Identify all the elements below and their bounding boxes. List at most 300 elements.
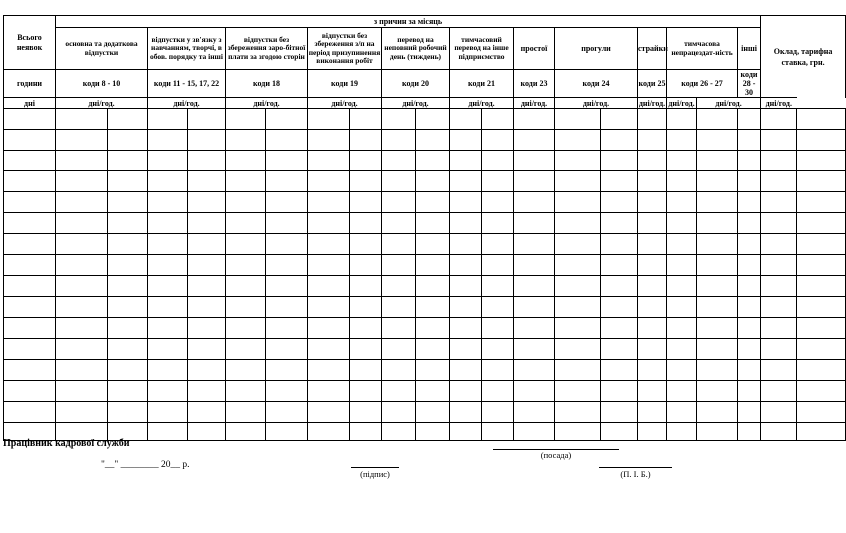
empty-cell[interactable] [416,339,450,360]
empty-cell[interactable] [266,360,308,381]
empty-cell[interactable] [761,402,797,423]
empty-cell[interactable] [382,297,416,318]
empty-cell[interactable] [56,339,108,360]
empty-cell[interactable] [797,151,846,171]
empty-cell[interactable] [382,255,416,276]
empty-cell[interactable] [56,360,108,381]
empty-cell[interactable] [416,130,450,151]
empty-cell[interactable] [56,213,108,234]
empty-cell[interactable] [555,255,601,276]
empty-cell[interactable] [266,192,308,213]
empty-cell[interactable] [482,130,514,151]
empty-cell[interactable] [350,318,382,339]
empty-cell[interactable] [667,276,697,297]
empty-cell[interactable] [738,109,761,130]
empty-cell[interactable] [514,360,555,381]
empty-cell[interactable] [738,130,761,151]
empty-cell[interactable] [555,213,601,234]
empty-cell[interactable] [761,276,797,297]
empty-cell[interactable] [482,192,514,213]
empty-cell[interactable] [667,171,697,192]
empty-cell[interactable] [226,423,266,441]
empty-cell[interactable] [797,130,846,151]
empty-cell[interactable] [108,109,148,130]
empty-cell[interactable] [555,276,601,297]
empty-cell[interactable] [601,402,638,423]
empty-cell[interactable] [226,109,266,130]
empty-cell[interactable] [697,213,738,234]
empty-cell[interactable] [266,339,308,360]
empty-cell[interactable] [226,255,266,276]
empty-cell[interactable] [350,339,382,360]
empty-cell[interactable] [4,109,56,130]
empty-cell[interactable] [514,276,555,297]
empty-cell[interactable] [308,255,350,276]
empty-cell[interactable] [601,171,638,192]
empty-cell[interactable] [761,171,797,192]
empty-cell[interactable] [514,130,555,151]
empty-cell[interactable] [266,318,308,339]
empty-cell[interactable] [482,402,514,423]
empty-cell[interactable] [667,255,697,276]
empty-cell[interactable] [797,213,846,234]
empty-cell[interactable] [108,381,148,402]
empty-cell[interactable] [226,297,266,318]
empty-cell[interactable] [56,109,108,130]
empty-cell[interactable] [226,339,266,360]
empty-cell[interactable] [761,213,797,234]
empty-cell[interactable] [667,109,697,130]
empty-cell[interactable] [188,234,226,255]
empty-cell[interactable] [638,255,667,276]
empty-cell[interactable] [482,109,514,130]
empty-cell[interactable] [797,171,846,192]
empty-cell[interactable] [416,255,450,276]
empty-cell[interactable] [4,297,56,318]
empty-cell[interactable] [266,213,308,234]
empty-cell[interactable] [697,109,738,130]
empty-cell[interactable] [350,297,382,318]
empty-cell[interactable] [601,213,638,234]
empty-cell[interactable] [108,276,148,297]
empty-cell[interactable] [188,339,226,360]
empty-cell[interactable] [761,151,797,171]
empty-cell[interactable] [350,423,382,441]
empty-cell[interactable] [382,234,416,255]
empty-cell[interactable] [350,171,382,192]
empty-cell[interactable] [308,318,350,339]
empty-cell[interactable] [382,171,416,192]
empty-cell[interactable] [667,423,697,441]
empty-cell[interactable] [555,339,601,360]
empty-cell[interactable] [797,402,846,423]
empty-cell[interactable] [382,276,416,297]
empty-cell[interactable] [56,381,108,402]
empty-cell[interactable] [188,213,226,234]
empty-cell[interactable] [4,192,56,213]
empty-cell[interactable] [108,339,148,360]
empty-cell[interactable] [638,171,667,192]
empty-cell[interactable] [382,318,416,339]
empty-cell[interactable] [738,255,761,276]
empty-cell[interactable] [638,151,667,171]
empty-cell[interactable] [226,276,266,297]
empty-cell[interactable] [4,234,56,255]
empty-cell[interactable] [797,297,846,318]
empty-cell[interactable] [514,109,555,130]
empty-cell[interactable] [667,360,697,381]
empty-cell[interactable] [226,192,266,213]
empty-cell[interactable] [56,192,108,213]
empty-cell[interactable] [667,192,697,213]
empty-cell[interactable] [697,171,738,192]
empty-cell[interactable] [697,192,738,213]
empty-cell[interactable] [4,318,56,339]
empty-cell[interactable] [56,171,108,192]
empty-cell[interactable] [761,255,797,276]
empty-cell[interactable] [482,213,514,234]
empty-cell[interactable] [738,151,761,171]
empty-cell[interactable] [226,402,266,423]
empty-cell[interactable] [266,402,308,423]
empty-cell[interactable] [667,234,697,255]
empty-cell[interactable] [797,234,846,255]
empty-cell[interactable] [514,402,555,423]
empty-cell[interactable] [797,192,846,213]
empty-cell[interactable] [638,360,667,381]
empty-cell[interactable] [148,423,188,441]
empty-cell[interactable] [188,318,226,339]
empty-cell[interactable] [514,151,555,171]
empty-cell[interactable] [450,276,482,297]
empty-cell[interactable] [188,130,226,151]
empty-cell[interactable] [56,297,108,318]
empty-cell[interactable] [761,381,797,402]
empty-cell[interactable] [148,130,188,151]
empty-cell[interactable] [56,276,108,297]
empty-cell[interactable] [482,297,514,318]
empty-cell[interactable] [308,276,350,297]
empty-cell[interactable] [188,151,226,171]
empty-cell[interactable] [416,423,450,441]
empty-cell[interactable] [308,171,350,192]
empty-cell[interactable] [555,297,601,318]
empty-cell[interactable] [697,402,738,423]
empty-cell[interactable] [514,213,555,234]
empty-cell[interactable] [450,213,482,234]
empty-cell[interactable] [188,402,226,423]
empty-cell[interactable] [482,381,514,402]
empty-cell[interactable] [350,234,382,255]
empty-cell[interactable] [738,213,761,234]
empty-cell[interactable] [601,318,638,339]
empty-cell[interactable] [667,339,697,360]
empty-cell[interactable] [667,297,697,318]
empty-cell[interactable] [56,255,108,276]
empty-cell[interactable] [697,381,738,402]
empty-cell[interactable] [226,151,266,171]
empty-cell[interactable] [382,339,416,360]
empty-cell[interactable] [738,381,761,402]
empty-cell[interactable] [482,151,514,171]
empty-cell[interactable] [416,402,450,423]
empty-cell[interactable] [188,360,226,381]
empty-cell[interactable] [450,109,482,130]
empty-cell[interactable] [56,130,108,151]
empty-cell[interactable] [350,276,382,297]
empty-cell[interactable] [797,381,846,402]
empty-cell[interactable] [450,192,482,213]
empty-cell[interactable] [350,255,382,276]
empty-cell[interactable] [226,360,266,381]
empty-cell[interactable] [108,360,148,381]
empty-cell[interactable] [350,402,382,423]
empty-cell[interactable] [148,109,188,130]
empty-cell[interactable] [148,360,188,381]
empty-cell[interactable] [416,213,450,234]
empty-cell[interactable] [667,402,697,423]
empty-cell[interactable] [188,171,226,192]
empty-cell[interactable] [148,255,188,276]
empty-cell[interactable] [450,171,482,192]
empty-cell[interactable] [761,130,797,151]
empty-cell[interactable] [761,318,797,339]
empty-cell[interactable] [382,360,416,381]
empty-cell[interactable] [450,423,482,441]
empty-cell[interactable] [450,151,482,171]
empty-cell[interactable] [601,234,638,255]
empty-cell[interactable] [266,297,308,318]
empty-cell[interactable] [188,297,226,318]
empty-cell[interactable] [56,234,108,255]
empty-cell[interactable] [4,130,56,151]
empty-cell[interactable] [226,213,266,234]
empty-cell[interactable] [601,360,638,381]
empty-cell[interactable] [738,276,761,297]
empty-cell[interactable] [482,339,514,360]
empty-cell[interactable] [266,151,308,171]
empty-cell[interactable] [148,234,188,255]
empty-cell[interactable] [308,234,350,255]
empty-cell[interactable] [188,381,226,402]
empty-cell[interactable] [697,297,738,318]
empty-cell[interactable] [761,339,797,360]
empty-cell[interactable] [667,381,697,402]
empty-cell[interactable] [4,151,56,171]
empty-cell[interactable] [4,402,56,423]
empty-cell[interactable] [482,360,514,381]
empty-cell[interactable] [416,109,450,130]
empty-cell[interactable] [108,213,148,234]
empty-cell[interactable] [382,130,416,151]
empty-cell[interactable] [667,213,697,234]
empty-cell[interactable] [108,255,148,276]
empty-cell[interactable] [638,276,667,297]
empty-cell[interactable] [188,255,226,276]
empty-cell[interactable] [308,381,350,402]
empty-cell[interactable] [514,171,555,192]
empty-cell[interactable] [148,151,188,171]
empty-cell[interactable] [555,402,601,423]
empty-cell[interactable] [761,234,797,255]
empty-cell[interactable] [308,402,350,423]
empty-cell[interactable] [555,234,601,255]
empty-cell[interactable] [667,151,697,171]
empty-cell[interactable] [738,402,761,423]
empty-cell[interactable] [416,381,450,402]
empty-cell[interactable] [797,423,846,441]
empty-cell[interactable] [4,255,56,276]
empty-cell[interactable] [188,109,226,130]
empty-cell[interactable] [697,234,738,255]
empty-cell[interactable] [148,402,188,423]
empty-cell[interactable] [148,276,188,297]
empty-cell[interactable] [308,297,350,318]
empty-cell[interactable] [450,339,482,360]
empty-cell[interactable] [638,192,667,213]
empty-cell[interactable] [555,192,601,213]
empty-cell[interactable] [266,234,308,255]
empty-cell[interactable] [797,318,846,339]
empty-cell[interactable] [188,192,226,213]
empty-cell[interactable] [4,339,56,360]
empty-cell[interactable] [638,213,667,234]
empty-cell[interactable] [697,255,738,276]
empty-cell[interactable] [416,234,450,255]
empty-cell[interactable] [108,297,148,318]
empty-cell[interactable] [514,423,555,441]
empty-cell[interactable] [738,318,761,339]
empty-cell[interactable] [601,255,638,276]
empty-cell[interactable] [350,213,382,234]
empty-cell[interactable] [555,171,601,192]
empty-cell[interactable] [350,360,382,381]
empty-cell[interactable] [555,109,601,130]
empty-cell[interactable] [382,213,416,234]
empty-cell[interactable] [514,192,555,213]
empty-cell[interactable] [148,318,188,339]
empty-cell[interactable] [450,360,482,381]
empty-cell[interactable] [4,213,56,234]
empty-cell[interactable] [555,151,601,171]
empty-cell[interactable] [416,171,450,192]
empty-cell[interactable] [188,423,226,441]
empty-cell[interactable] [416,192,450,213]
empty-cell[interactable] [638,234,667,255]
empty-cell[interactable] [738,339,761,360]
empty-cell[interactable] [148,381,188,402]
empty-cell[interactable] [450,255,482,276]
empty-cell[interactable] [638,297,667,318]
empty-cell[interactable] [482,276,514,297]
empty-cell[interactable] [601,381,638,402]
empty-cell[interactable] [382,381,416,402]
empty-cell[interactable] [450,381,482,402]
empty-cell[interactable] [797,255,846,276]
empty-cell[interactable] [697,130,738,151]
empty-cell[interactable] [450,318,482,339]
empty-cell[interactable] [108,192,148,213]
empty-cell[interactable] [188,276,226,297]
empty-cell[interactable] [514,297,555,318]
empty-cell[interactable] [266,423,308,441]
empty-cell[interactable] [738,297,761,318]
empty-cell[interactable] [108,130,148,151]
empty-cell[interactable] [108,171,148,192]
empty-cell[interactable] [350,192,382,213]
empty-cell[interactable] [4,360,56,381]
empty-cell[interactable] [555,423,601,441]
empty-cell[interactable] [797,360,846,381]
empty-cell[interactable] [482,255,514,276]
empty-cell[interactable] [56,402,108,423]
empty-cell[interactable] [738,423,761,441]
empty-cell[interactable] [601,297,638,318]
empty-cell[interactable] [266,255,308,276]
empty-cell[interactable] [308,213,350,234]
empty-cell[interactable] [738,192,761,213]
empty-cell[interactable] [482,234,514,255]
empty-cell[interactable] [56,151,108,171]
empty-cell[interactable] [266,109,308,130]
empty-cell[interactable] [226,318,266,339]
empty-cell[interactable] [450,297,482,318]
empty-cell[interactable] [601,192,638,213]
empty-cell[interactable] [108,318,148,339]
empty-cell[interactable] [350,109,382,130]
empty-cell[interactable] [350,381,382,402]
empty-cell[interactable] [308,192,350,213]
empty-cell[interactable] [450,234,482,255]
empty-cell[interactable] [638,423,667,441]
empty-cell[interactable] [108,151,148,171]
empty-cell[interactable] [266,130,308,151]
empty-cell[interactable] [601,423,638,441]
empty-cell[interactable] [601,109,638,130]
empty-cell[interactable] [266,381,308,402]
empty-cell[interactable] [4,276,56,297]
empty-cell[interactable] [482,318,514,339]
empty-cell[interactable] [416,360,450,381]
empty-cell[interactable] [638,381,667,402]
empty-cell[interactable] [416,318,450,339]
empty-cell[interactable] [638,130,667,151]
empty-cell[interactable] [797,276,846,297]
empty-cell[interactable] [450,402,482,423]
empty-cell[interactable] [601,339,638,360]
empty-cell[interactable] [638,339,667,360]
empty-cell[interactable] [761,297,797,318]
empty-cell[interactable] [148,339,188,360]
empty-cell[interactable] [148,192,188,213]
empty-cell[interactable] [350,151,382,171]
empty-cell[interactable] [738,360,761,381]
empty-cell[interactable] [108,402,148,423]
empty-cell[interactable] [148,213,188,234]
empty-cell[interactable] [555,381,601,402]
empty-cell[interactable] [738,171,761,192]
empty-cell[interactable] [382,192,416,213]
empty-cell[interactable] [266,276,308,297]
empty-cell[interactable] [308,423,350,441]
empty-cell[interactable] [416,151,450,171]
empty-cell[interactable] [308,109,350,130]
empty-cell[interactable] [308,130,350,151]
empty-cell[interactable] [638,318,667,339]
empty-cell[interactable] [514,255,555,276]
empty-cell[interactable] [601,276,638,297]
empty-cell[interactable] [638,402,667,423]
